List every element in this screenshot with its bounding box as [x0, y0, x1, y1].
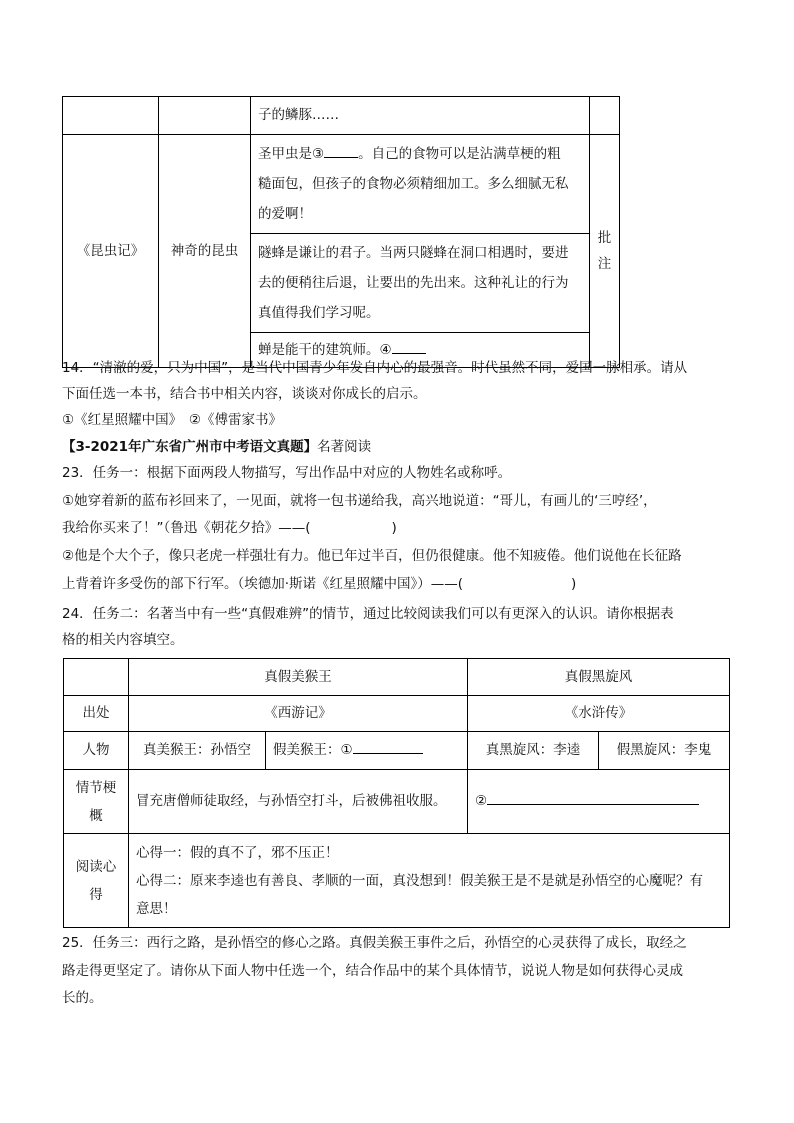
- source-whirlwind: [468, 696, 730, 732]
- row-label-plot: [64, 770, 129, 834]
- entry-text: 糙面包，但孩子的食物必须精细加工。多么细腻无私: [258, 176, 569, 192]
- entry-text: 蝉是能干的建筑师。④: [258, 342, 392, 358]
- cell-text: 子的鳞豚……: [258, 107, 339, 123]
- cell-text: ②: [475, 793, 488, 809]
- row-label-people: [64, 732, 129, 770]
- cell-text: 真美猴王：孙悟空: [143, 742, 251, 758]
- table-cell: [159, 97, 251, 135]
- q23-line-3: 我给你买来了！”（鲁迅《朝花夕拾》——( ): [62, 520, 397, 536]
- row-label: 人物: [82, 742, 110, 758]
- real-monkey: [129, 732, 266, 770]
- q24-line-1: 24．任务二：名著当中有一些“真假难辨”的情节，通过比较阅读我们可以有更深入的认识。请你根据表: [62, 606, 674, 622]
- cell-text: 假美猴王：①: [273, 742, 353, 758]
- header-monkey: [129, 659, 468, 696]
- note-text: 意思！: [136, 900, 177, 917]
- real-whirlwind: [468, 732, 599, 770]
- entries-cell: [251, 135, 590, 368]
- q25-line-1: 25．任务三：西行之路，是孙悟空的修心之路。真假美猴王事件之后，孙悟空的心灵获得了成长，取经之: [62, 935, 687, 951]
- cell-text: 冒充唐僧师徒取经，与孙悟空打斗，后被佛祖收服。: [136, 793, 447, 809]
- method-text: 注: [597, 256, 612, 272]
- section-title: [62, 437, 371, 457]
- entry-text: 。自己的食物可以是沾满草梗的粗: [358, 146, 561, 162]
- row-label: 出处: [82, 705, 110, 721]
- table-cell: [63, 97, 159, 135]
- section-source: 【3-2021年广东省广州市中考语文真题】: [62, 439, 318, 455]
- blank-2[interactable]: [487, 790, 699, 805]
- entry-bee: [258, 234, 582, 332]
- table-cell: [251, 97, 590, 135]
- entry-text: 去的便稍往后退，让要出的先出来。这种礼让的行为: [258, 275, 569, 291]
- plot-whirlwind: [468, 770, 730, 834]
- row-label: 情节梗: [75, 779, 117, 796]
- table-cell: [64, 659, 129, 696]
- entry-text: 真值得我们学习呢。: [258, 305, 380, 321]
- q24-line-2: 格的相关内容填空。: [62, 632, 184, 648]
- blank-4[interactable]: [392, 339, 426, 354]
- plot-monkey: [129, 770, 468, 834]
- row-label: 得: [89, 886, 103, 903]
- note-text: 心得一：假的真不了，邪不压正！: [136, 844, 339, 861]
- book-title: 《昆虫记》: [76, 242, 145, 259]
- source-monkey: [129, 696, 468, 732]
- q25-line-2: 路走得更坚定了。请你从下面人物中任选一个，结合作品中的某个具体情节，说说人物是如何获得心灵成: [62, 963, 683, 979]
- q14-options: ①《红星照耀中国》 ②《傅雷家书》: [62, 412, 282, 428]
- header-whirlwind: [468, 659, 730, 696]
- blank-1[interactable]: [353, 739, 423, 754]
- topic-text: 神奇的昆虫: [170, 242, 239, 259]
- note-text: 心得二：原来李逵也有善良、孝顺的一面，真没想到！假美猴王是不是就是孙悟空的心魔呢？有: [136, 872, 703, 889]
- notes-cell: [129, 834, 730, 928]
- q23-line-1: 23．任务一：根据下面两段人物描写，写出作品中对应的人物姓名或称呼。: [62, 465, 512, 481]
- row-label: 阅读心: [75, 858, 117, 875]
- row-label: 概: [89, 807, 103, 824]
- entry-text: 隧蜂是谦让的君子。当两只隧蜂在洞口相遇时，要进: [258, 245, 569, 261]
- row-label-notes: [64, 834, 129, 928]
- book-title-cell: [63, 135, 159, 368]
- q25-line-3: 长的。: [62, 990, 103, 1006]
- comparison-table: [63, 658, 730, 928]
- cell-text: 《西游记》: [264, 705, 332, 721]
- method-cell: [590, 135, 620, 368]
- cell-text: 假黑旋风：李鬼: [616, 742, 712, 758]
- header-text: 真假美猴王: [264, 668, 332, 685]
- cell-text: 《水浒传》: [564, 705, 633, 721]
- entry-scarab: [258, 139, 582, 233]
- reading-notes-table: [62, 96, 620, 368]
- table-cell: [590, 97, 620, 135]
- q23-line-2: ①她穿着新的蓝布衫回来了，一见面，就将一包书递给我，高兴地说道：“哥儿，有画儿的‘三哼经’，: [62, 493, 657, 509]
- blank-3[interactable]: [324, 143, 358, 158]
- q14-line-1: 14．“清澈的爱，只为中国”，是当代中国青少年发自内心的最强音。时代虽然不同，爱国一脉相承。请从: [62, 360, 688, 376]
- fake-whirlwind: [599, 732, 730, 770]
- fake-monkey: [266, 732, 468, 770]
- row-label-source: [64, 696, 129, 732]
- entry-text: 的爱啊！: [258, 206, 312, 222]
- q23-line-4: ②他是个大个子，像只老虎一样强壮有力。他已年过半百，但仍很健康。他不知疲倦。他们说他在长征路: [62, 548, 682, 564]
- cell-text: 真黑旋风：李逵: [485, 742, 581, 758]
- q23-line-5: 上背着许多受伤的部下行军。（埃德加·斯诺《红星照耀中国》）——( ): [62, 576, 577, 592]
- entry-text: 圣甲虫是③: [258, 146, 325, 162]
- topic-cell: [159, 135, 251, 368]
- q14-line-2: 下面任选一本书，结合书中相关内容，谈谈对你成长的启示。: [62, 386, 427, 402]
- method-text: 批: [597, 230, 612, 246]
- header-text: 真假黑旋风: [564, 668, 633, 685]
- section-topic: 名著阅读: [317, 439, 372, 455]
